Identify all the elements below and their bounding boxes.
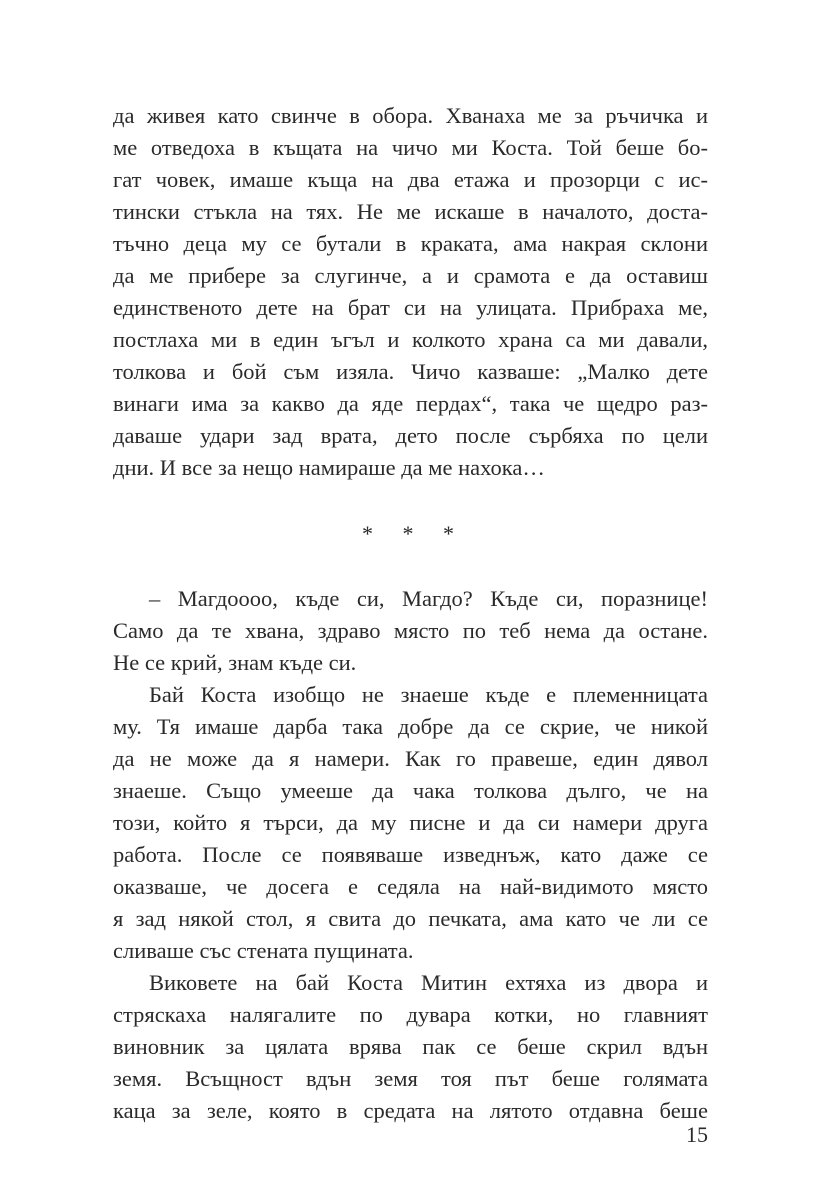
text-line: ме отведоха в къщата на чичо ми Коста. Той беше бо- — [113, 135, 708, 160]
text-line: толкова и бой съм изяла. Чичо казваше: „Малко дете — [113, 359, 708, 384]
text-line: единственото дете на брат си на улицата. Прибраха ме, — [113, 295, 708, 320]
text-line: постлаха ми в един ъгъл и колкото храна са ми давали, — [113, 327, 708, 352]
text-line: – Магдоооо, къде си, Магдо? Къде си, поразнице! — [149, 586, 708, 611]
text-line: му. Тя имаше дарба така добре да се скрие, че никой — [113, 714, 708, 739]
text-line: да не може да я намери. Как го правеше, един дявол — [113, 746, 708, 771]
text-line: сливаше със стената пущината. — [113, 938, 414, 963]
text-line: този, който я търси, да му писне и да си намери друга — [113, 810, 708, 835]
text-line: гат човек, имаше къща на два етажа и прозорци с ис- — [113, 167, 708, 192]
text-line: стряскаха налягалите по дувара котки, но главният — [113, 1002, 708, 1027]
section-body — [113, 583, 708, 1127]
text-line: тъчно деца му се бутали в краката, ама накрая склони — [113, 231, 708, 256]
paragraph-continued — [113, 100, 708, 484]
text-line: Само да те хвана, здраво място по теб нема да остане. — [113, 618, 708, 643]
text-line: да ме прибере за слугинче, а и срамота е да оставиш — [113, 263, 708, 288]
text-line: Не се крий, знам къде си. — [113, 650, 357, 675]
text-line: знаеше. Също умееше да чака толкова дълго, че на — [113, 778, 708, 803]
text-line: я зад някой стол, я свита до печката, ама като че ли се — [113, 906, 708, 931]
text-line: тински стъкла на тях. Не ме искаше в началото, доста- — [113, 199, 708, 224]
text-line: Бай Коста изобщо не знаеше къде е племенницата — [149, 682, 708, 707]
text-line: Виковете на бай Коста Митин ехтяха из двора и — [149, 970, 708, 995]
text-line: даваше удари зад врата, дето после сърбяха по цели — [113, 423, 708, 448]
text-line: да живея като свинче в обора. Хванаха ме за ръчичка и — [113, 103, 708, 128]
text-line: виновник за цялата врява пак се беше скрил вдън — [113, 1034, 708, 1059]
section-separator: * * * — [362, 521, 466, 546]
text-line: оказваше, че досега е седяла на най-видимото място — [113, 874, 708, 899]
text-line: каца за зеле, която в средата на лятото отдавна беше — [113, 1098, 708, 1123]
text-line: земя. Всъщност вдън земя тоя път беше голямата — [113, 1066, 708, 1091]
page-number: 15 — [686, 1122, 708, 1147]
text-line: дни. И все за нещо намираше да ме нахока… — [113, 455, 545, 480]
text-line: работа. После се появяваше изведнъж, като даже се — [113, 842, 708, 867]
text-line: винаги има за какво да яде пердах“, така че щедро раз- — [113, 391, 708, 416]
